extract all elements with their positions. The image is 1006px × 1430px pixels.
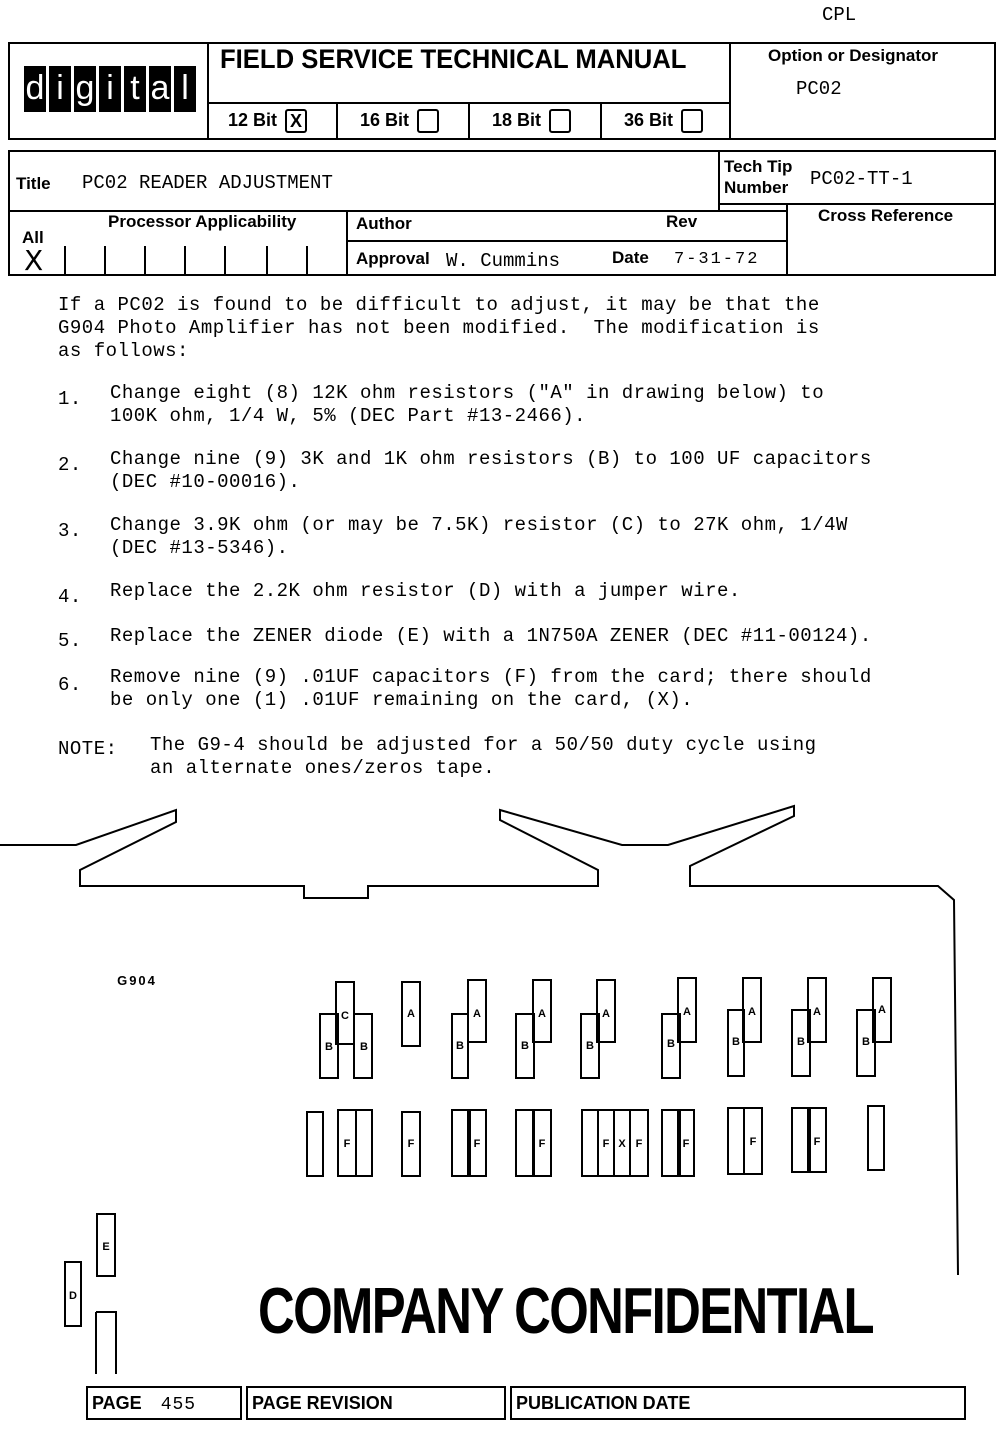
svg-text:B: B [521,1040,529,1052]
step-3-text: Change 3.9K ohm (or may be 7.5K) resistor (C) to 27K ohm, 1/4W (DEC #13-5346). [110,514,848,559]
svg-text:F: F [813,1136,821,1148]
svg-text:F: F [635,1138,643,1150]
footer-page-cell [86,1386,242,1420]
svg-text:A: A [683,1006,691,1018]
svg-text:A: A [878,1004,886,1016]
capacitor-1 [307,1112,323,1176]
all-checkmark: X [24,244,44,277]
title-value: PC02 READER ADJUSTMENT [82,172,333,194]
svg-text:C: C [341,1010,349,1022]
svg-text:B: B [797,1036,805,1048]
svg-text:F: F [749,1136,757,1148]
tech-tip-label: Tech Tip Number [724,157,793,197]
svg-text:F: F [343,1138,351,1150]
bit-option-18: 18 Bit [492,106,571,134]
svg-text:F: F [602,1138,610,1150]
intro-paragraph: If a PC02 is found to be difficult to adjust, it may be that the G904 Photo Amplifier has not been modified. The modification is as follows: [58,294,820,362]
note-label: NOTE: [58,738,118,760]
option-label: Option or Designator [768,46,938,65]
company-confidential-stamp: COMPANY CONFIDENTIAL [258,1275,873,1348]
page-number: 455 [160,1395,197,1415]
step-2-text: Change nine (9) 3K and 1K ohm resistors (B) to 100 UF capacitors (DEC #10-00016). [110,448,872,493]
rev-label: Rev [666,212,698,231]
bit-option-36: 36 Bit [624,106,703,134]
svg-text:D: D [69,1290,77,1302]
step-4-text: Replace the 2.2K ohm resistor (D) with a jumper wire. [110,580,741,602]
bit-option-16: 16 Bit [360,106,439,134]
page-label: PAGE [92,1393,142,1413]
footer-publication-cell [510,1386,966,1420]
step-5-number: 5. [58,630,82,652]
svg-text:B: B [862,1036,870,1048]
step-1-number: 1. [58,388,82,410]
checkbox-12-bit: X [285,109,307,133]
step-1-text: Change eight (8) 12K ohm resistors ("A" in drawing below) to 100K ohm, 1/4 W, 5% (DEC Part #13-2466). [110,382,825,427]
svg-text:A: A [407,1008,415,1020]
svg-text:A: A [538,1008,546,1020]
corner-code: CPL [822,4,857,26]
note-text: The G9-4 should be adjusted for a 50/50 duty cycle using an alternate ones/zeros tape. [150,734,817,779]
manual-title: FIELD SERVICE TECHNICAL MANUAL [220,44,687,74]
checkbox-16-bit [417,109,439,133]
svg-text:B: B [732,1036,740,1048]
cross-reference-label: Cross Reference [818,206,954,225]
all-label: All [22,228,44,247]
checkbox-18-bit [549,109,571,133]
svg-text:B: B [586,1040,594,1052]
processor-applicability-label: Processor Applicability [108,212,297,231]
tech-tip-value: PC02-TT-1 [810,168,913,190]
svg-text:A: A [813,1006,821,1018]
step-4-number: 4. [58,586,82,608]
svg-text:B: B [325,1041,333,1053]
option-value: PC02 [796,78,842,100]
step-6-number: 6. [58,674,82,696]
digital-logo: d i g i t a l [24,66,196,112]
svg-text:A: A [602,1008,610,1020]
svg-text:F: F [538,1138,546,1150]
footer-revision-cell [246,1386,506,1420]
svg-text:A: A [473,1008,481,1020]
step-2-number: 2. [58,454,82,476]
publication-date-label: PUBLICATION DATE [516,1393,691,1413]
svg-text:F: F [407,1138,415,1150]
svg-text:B: B [667,1038,675,1050]
svg-text:X: X [618,1138,626,1150]
checkbox-36-bit [681,109,703,133]
step-3-number: 3. [58,520,82,542]
svg-text:B: B [456,1040,464,1052]
date-label: Date [612,248,649,267]
board-label: G904 [117,973,157,988]
capacitor-9 [868,1106,884,1170]
approval-label: Approval [356,249,430,268]
page-revision-label: PAGE REVISION [252,1393,393,1413]
date-value: 7-31-72 [674,250,760,269]
svg-text:E: E [102,1241,110,1253]
step-5-text: Replace the ZENER diode (E) with a 1N750A ZENER (DEC #11-00124). [110,625,872,647]
svg-text:F: F [473,1138,481,1150]
approval-value: W. Cummins [446,250,561,272]
svg-text:A: A [748,1006,756,1018]
author-label: Author [356,214,412,233]
board-outline [0,806,958,1275]
title-label: Title [16,174,51,193]
svg-text:F: F [682,1138,690,1150]
bit-option-12: 12 Bit X [228,106,307,134]
svg-text:B: B [360,1041,368,1053]
step-6-text: Remove nine (9) .01UF capacitors (F) from the card; there should be only one (1) .01UF remaining on the card, (X). [110,666,872,711]
